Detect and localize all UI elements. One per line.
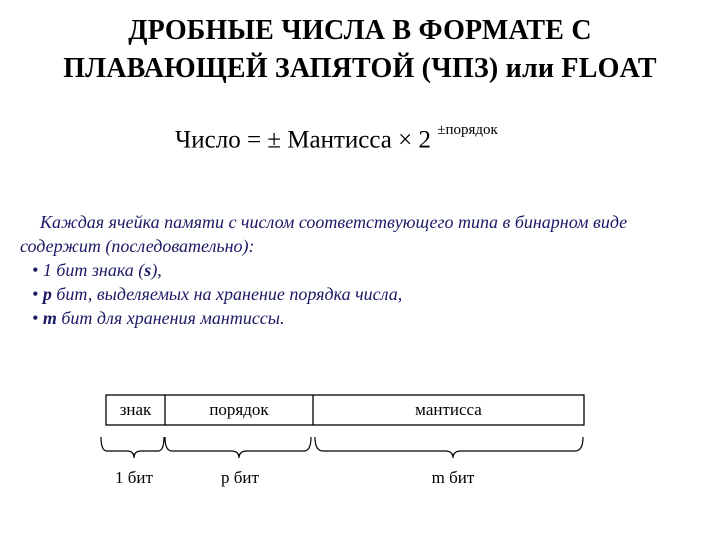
bullet-var: s: [144, 260, 152, 280]
bullet-text: 1 бит знака (: [38, 260, 145, 280]
bullet-text: бит для хранения мантиссы.: [56, 308, 285, 328]
formula-exponent: ±порядок: [437, 122, 498, 138]
title-line-1: ДРОБНЫЕ ЧИСЛА В ФОРМАТЕ С: [128, 15, 592, 46]
bit-label-sign: 1 бит: [115, 468, 153, 487]
title-line-2: ПЛАВАЮЩЕЙ ЗАПЯТОЙ (ЧПЗ) или FLOAT: [63, 53, 657, 84]
description-intro: Каждая ячейка памяти с числом соответствующего типа в бинарном виде содержит (последовательно):: [20, 212, 628, 256]
bullet-marker: •: [32, 284, 39, 304]
brace-sign: [101, 437, 164, 458]
cell-label-exponent: порядок: [209, 400, 269, 419]
brace-exponent: [165, 437, 311, 458]
brace-mantissa: [315, 437, 583, 458]
cell-label-mantissa: мантисса: [415, 400, 482, 419]
bit-label-mantissa: m бит: [431, 468, 475, 487]
bullet-text: бит, выделяемых на хранение порядка числа,: [51, 284, 403, 304]
bullet-var: m: [42, 308, 57, 328]
bullet-text: ),: [151, 260, 162, 280]
bullet-var: p: [42, 284, 52, 304]
bullet-marker: •: [32, 308, 39, 328]
cell-label-sign: знак: [119, 400, 152, 419]
bit-label-exponent: p бит: [221, 468, 259, 487]
formula-main: Число = ± Мантисса × 2: [175, 126, 438, 154]
bullet-marker: •: [32, 260, 39, 280]
